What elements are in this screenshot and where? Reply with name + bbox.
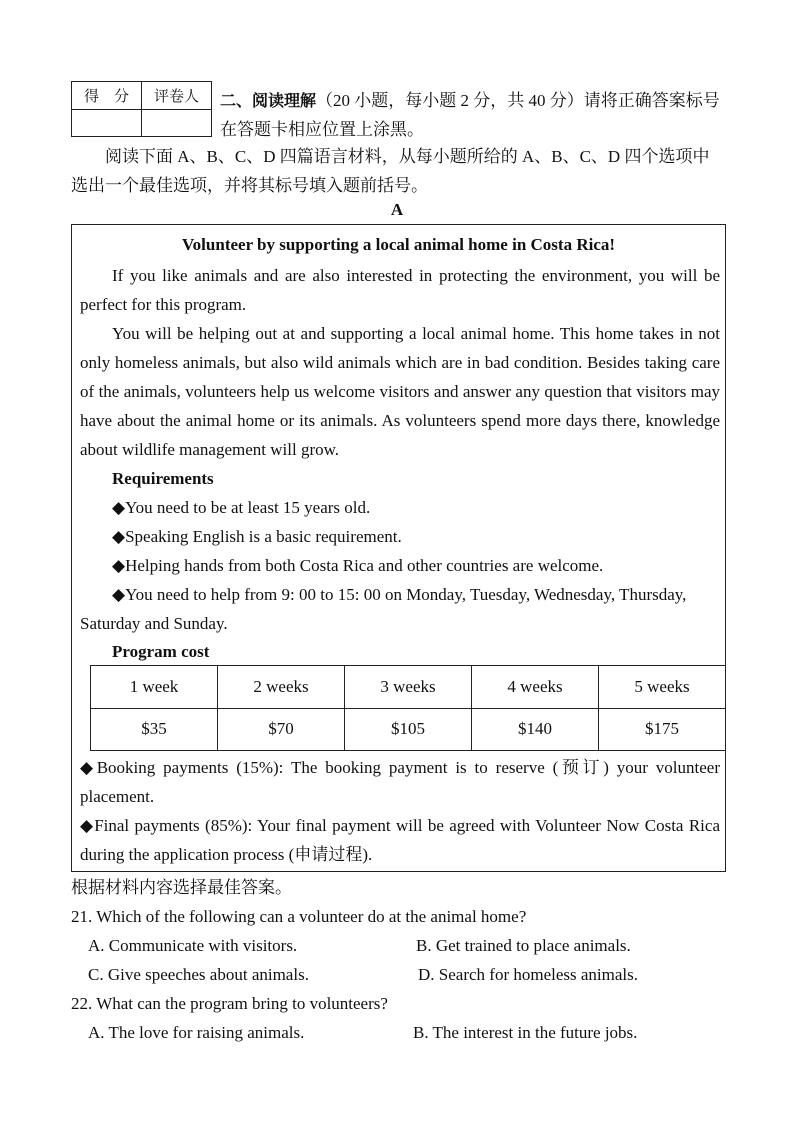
booking-payment: ◆Booking payments (15%): The booking payment is to reserve (预订) your volunteer placement.	[80, 758, 720, 806]
question-21-option-b: B. Get trained to place animals.	[416, 936, 631, 955]
question-21-option-a: A. Communicate with visitors.	[88, 936, 298, 955]
requirement-item: ◆Helping hands from both Costa Rica and other countries are welcome.	[112, 556, 604, 575]
duration-cell: 1 week	[91, 666, 218, 709]
question-22-option-b: B. The interest in the future jobs.	[413, 1023, 638, 1042]
requirements-heading: Requirements	[112, 469, 214, 488]
grader-label: 评卷人	[142, 82, 212, 110]
score-box	[71, 81, 212, 137]
final-payment: ◆Final payments (85%): Your final payment will be agreed with Volunteer Now Costa Rica during the application process (申请过程).	[80, 816, 720, 864]
grader-cell	[142, 110, 212, 137]
passage-title: Volunteer by supporting a local animal home in Costa Rica!	[181, 235, 616, 254]
score-label: 得 分	[72, 82, 142, 110]
section-title: 二、阅读理解	[220, 91, 317, 110]
passage-letter: A	[390, 200, 404, 219]
price-cell: $105	[345, 708, 472, 751]
price-cell: $175	[599, 708, 726, 751]
passage-box	[71, 224, 726, 872]
question-21-option-d: D. Search for homeless animals.	[418, 965, 638, 984]
requirement-item: ◆You need to be at least 15 years old.	[112, 498, 371, 517]
question-21-stem: 21. Which of the following can a volunteer do at the animal home?	[71, 907, 527, 926]
requirement-item: ◆Speaking English is a basic requirement.	[112, 527, 402, 546]
passage-paragraph-2: You will be helping out at and supporting a local animal home. This home takes in not only homeless animals, but also wild animals which are in bad condition. Besides taking care of the animals, volunteers help us welcome visitors and answer any question that visitors may have about the animal home or its animals. As volunteers spend more days there, knowledge about wildlife management will grow.	[80, 324, 720, 459]
section-instruction: 阅读下面 A、B、C、D 四篇语言材料，从每小题所给的 A、B、C、D 四个选项中选出一个最佳选项，并将其标号填入题前括号。	[71, 147, 710, 195]
price-cell: $70	[218, 708, 345, 751]
question-21-option-c: C. Give speeches about animals.	[88, 965, 309, 984]
section-rule: （20 小题，每小题 2 分，共 40 分）请将正确答案标号在答题卡相应位置上涂黑。	[220, 91, 720, 139]
price-cell: $35	[91, 708, 218, 751]
price-cell: $140	[472, 708, 599, 751]
duration-cell: 5 weeks	[599, 666, 726, 709]
passage-paragraph-1: If you like animals and are also interested in protecting the environment, you will be perfect for this program.	[80, 266, 720, 314]
duration-cell: 2 weeks	[218, 666, 345, 709]
cost-heading: Program cost	[112, 642, 210, 661]
question-22-option-a: A. The love for raising animals.	[88, 1023, 305, 1042]
requirement-item: ◆You need to help from 9: 00 to 15: 00 on Monday, Tuesday, Wednesday, Thursday, Saturday and Sunday.	[80, 585, 687, 633]
section-heading	[220, 86, 725, 144]
duration-cell: 3 weeks	[345, 666, 472, 709]
table-row	[91, 708, 726, 751]
question-22-stem: 22. What can the program bring to volunteers?	[71, 994, 388, 1013]
cost-table	[90, 665, 726, 751]
score-cell	[72, 110, 142, 137]
questions-instruction: 根据材料内容选择最佳答案。	[71, 878, 292, 897]
duration-cell: 4 weeks	[472, 666, 599, 709]
table-row	[91, 666, 726, 709]
